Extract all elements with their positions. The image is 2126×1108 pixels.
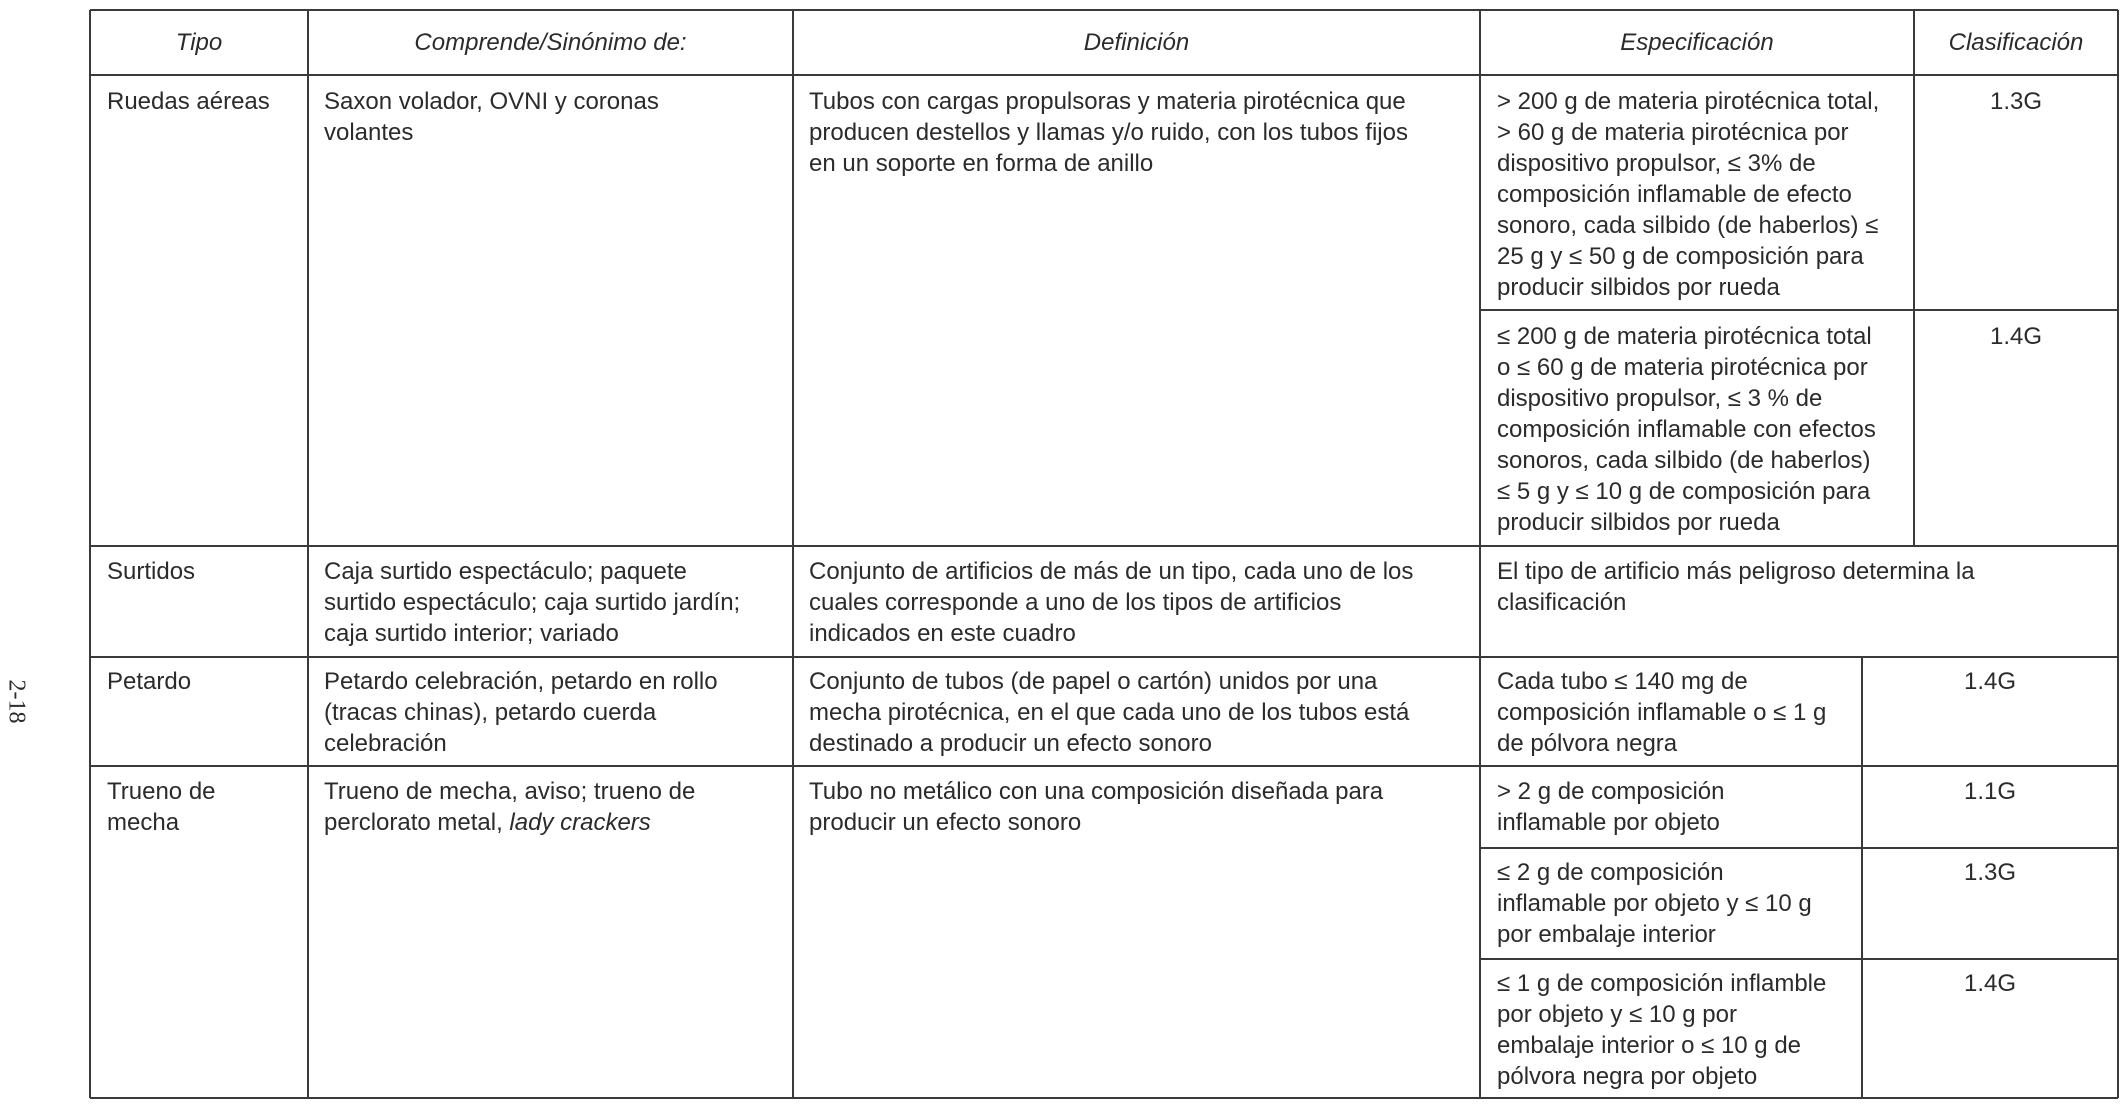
cell-comprende-petardo: Petardo celebración, petardo en rollo (tracas chinas), petardo cuerda celebración	[324, 668, 718, 757]
cell-tipo-surtidos: Surtidos	[107, 558, 196, 585]
cell-definicion-trueno: Tubo no metálico con una composición diseñada para producir un efecto sonoro	[809, 778, 1384, 836]
header-especificacion: Especificación	[1620, 29, 1774, 56]
cell-definicion-surtidos: Conjunto de artificios de más de un tipo, cada uno de los cuales corresponde a uno de los tipos de artificios indicados en este cuadro	[809, 558, 1414, 647]
cell-comprende-trueno	[324, 776, 789, 838]
cell-tipo-trueno: Trueno de mecha	[107, 778, 216, 836]
cell-class-trueno-1: 1.1G	[1963, 778, 2017, 805]
cell-class-ruedas-1: 1.3G	[1989, 88, 2043, 115]
cell-spec-trueno-3: ≤ 1 g de composición inflamble por objeto y ≤ 10 g por embalaje interior o ≤ 10 g de pólvora negra por objeto	[1497, 970, 1827, 1090]
header-definicion: Definición	[1083, 29, 1190, 56]
cell-class-trueno-3: 1.4G	[1963, 970, 2017, 997]
cell-spec-ruedas-1: > 200 g de materia pirotécnica total, > 60 g de materia pirotécnica por dispositivo propulsor, ≤ 3% de composición inflamable de efecto sonoro, cada silbido (de haberlos) ≤ 25 g y ≤ 50 g de composición para producir silbidos por rueda	[1497, 88, 1880, 301]
cell-spec-petardo: Cada tubo ≤ 140 mg de composición inflamable o ≤ 1 g de pólvora negra	[1497, 668, 1827, 757]
cell-spec-trueno-1: > 2 g de composición inflamable por objeto	[1497, 778, 1725, 836]
cell-tipo-ruedas: Ruedas aéreas	[107, 88, 270, 115]
cell-definicion-ruedas: Tubos con cargas propulsoras y materia pirotécnica que producen destellos y llamas y/o ruido, con los tubos fijos en un soporte en forma de anillo	[809, 88, 1408, 177]
comprende-trueno-italic: lady crackers	[509, 809, 651, 836]
cell-class-trueno-2: 1.3G	[1963, 859, 2017, 886]
cell-tipo-petardo: Petardo	[107, 668, 192, 695]
comprende-trueno-text: Trueno de mecha, aviso; trueno de perclorato metal,	[324, 778, 696, 836]
page-number: 2-18	[3, 679, 30, 723]
header-comprende: Comprende/Sinónimo de:	[414, 29, 687, 56]
cell-spec-surtidos: El tipo de artificio más peligroso determina la clasificación	[1497, 558, 1975, 616]
cell-spec-trueno-2: ≤ 2 g de composición inflamable por objeto y ≤ 10 g por embalaje interior	[1497, 859, 1812, 948]
cell-spec-ruedas-2: ≤ 200 g de materia pirotécnica total o ≤ 60 g de materia pirotécnica por dispositivo propulsor, ≤ 3 % de composición inflamable con efectos sonoros, cada silbido (de haberlos) ≤ 5 g y ≤ 10 g de composición para producir silbidos por rueda	[1497, 323, 1876, 536]
header-clasificacion: Clasificación	[1948, 29, 2084, 56]
cell-definicion-petardo: Conjunto de tubos (de papel o cartón) unidos por una mecha pirotécnica, en el que cada uno de los tubos está destinado a producir un efecto sonoro	[809, 668, 1410, 757]
cell-comprende-ruedas: Saxon volador, OVNI y coronas volantes	[324, 88, 659, 146]
cell-comprende-surtidos: Caja surtido espectáculo; paquete surtido espectáculo; caja surtido jardín; caja surtido interior; variado	[324, 558, 741, 647]
cell-class-petardo: 1.4G	[1963, 668, 2017, 695]
cell-class-ruedas-2: 1.4G	[1989, 323, 2043, 350]
header-tipo: Tipo	[175, 29, 223, 56]
